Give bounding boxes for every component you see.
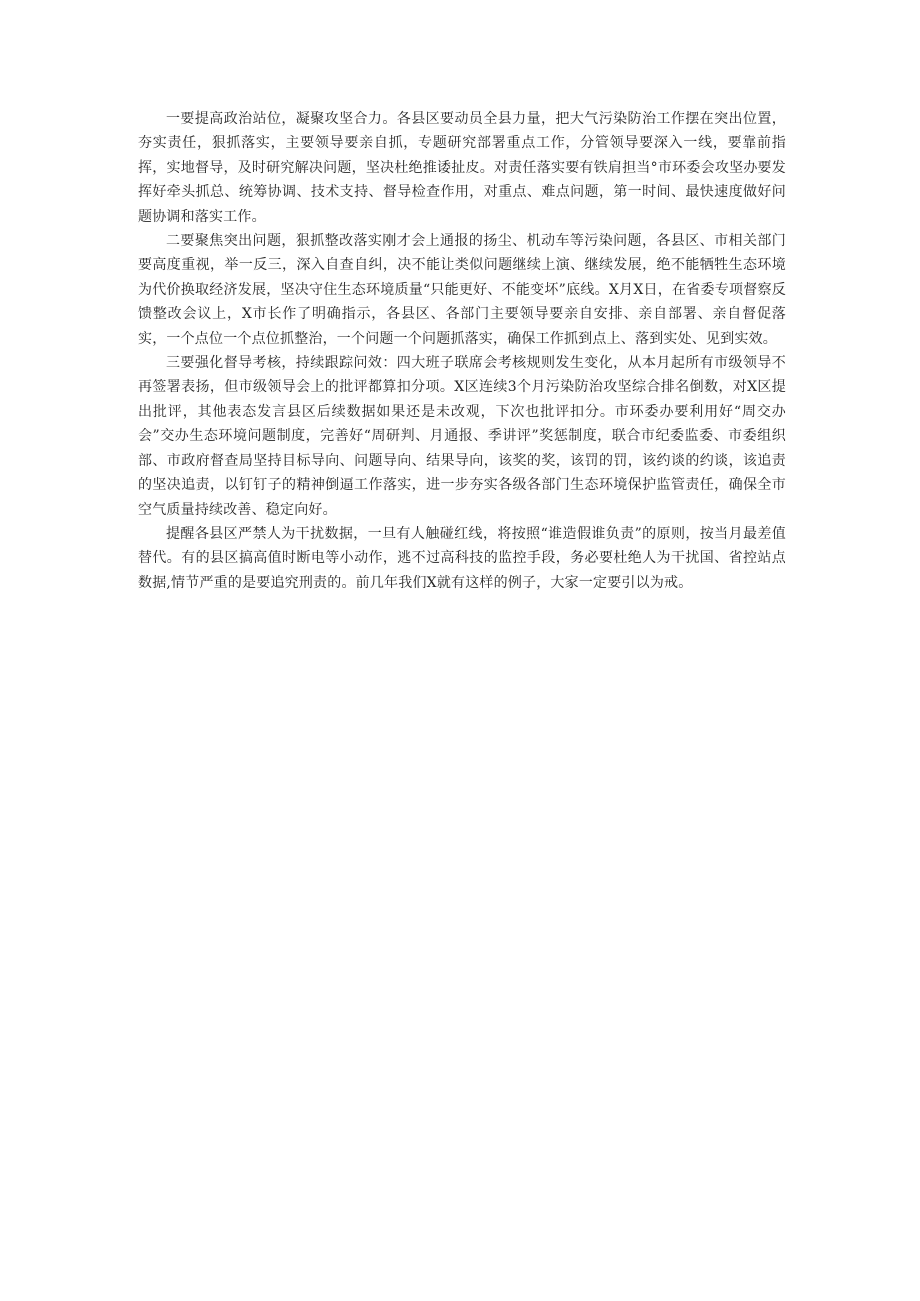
paragraph-2: 二要聚焦突出问题，狠抓整改落实刚才会上通报的扬尘、机动车等污染问题，各县区、市相关部门要高度重视，举一反三，深入自查自纠，决不能让类似问题继续上演、继续发展，绝不能牺牲生态环境为代价换取经济发展，坚决守住生态环境质量“只能更好、不能变坏”底线。X月X日，在省委专项督察反馈整改会议上，X市长作了明确指示，各县区、各部门主要领导要亲自安排、亲自部署、亲自督促落实，一个点位一个点位抓整治，一个问题一个问题抓落实，确保工作抓到点上、落到实处、见到实效。: [138, 233, 786, 347]
document-body: [138, 107, 786, 595]
paragraph-4: 提醒各县区严禁人为干扰数据，一旦有人触碰红线，将按照“谁造假谁负责”的原则，按当月最差值替代。有的县区搞高值时断电等小动作，逃不过高科技的监控手段，务必要杜绝人为干扰国、省控站点数据,情节严重的是要追究刑责的。前几年我们X就有这样的例子，大家一定要引以为戒。: [138, 525, 786, 591]
paragraph-1: 一要提高政治站位，凝聚攻坚合力。各县区要动员全县力量，把大气污染防治工作摆在突出位置，夯实责任，狠抓落实，主要领导要亲自抓，专题研究部署重点工作，分管领导要深入一线，要靠前指挥，实地督导，及时研究解决问题，坚决杜绝推诿扯皮。对责任落实要有铁肩担当°市环委会攻坚办要发挥好牵头抓总、统筹协调、技术支持、督导检查作用，对重点、难点问题，第一时间、最快速度做好问题协调和落实工作。: [138, 111, 786, 225]
paragraph-3: 三要强化督导考核，持续跟踪问效：四大班子联席会考核规则发生变化，从本月起所有市级领导不再签署表扬，但市级领导会上的批评都算扣分项。X区连续3个月污染防治攻坚综合排名倒数，对X区提出批评，其他表态发言县区后续数据如果还是未改观，下次也批评扣分。市环委办要利用好“周交办会”交办生态环境问题制度，完善好“周研判、月通报、季讲评”奖惩制度，联合市纪委监委、市委组织部、市政府督查局坚持目标导向、问题导向、结果导向，该奖的奖，该罚的罚，该约谈的约谈，该追责的坚决追责，以钉钉子的精神倒逼工作落实，进一步夯实各级各部门生态环境保护监管责任，确保全市空气质量持续改善、稳定向好。: [138, 355, 786, 518]
